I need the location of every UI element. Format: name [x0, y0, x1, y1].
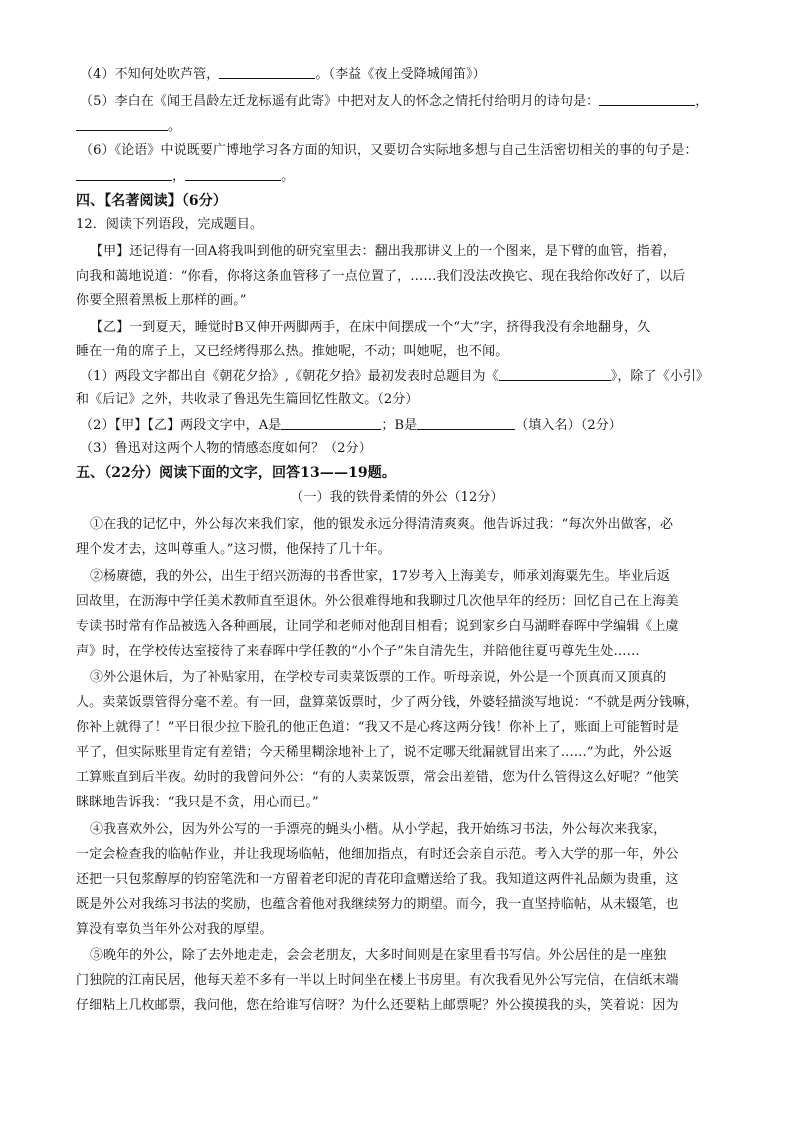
answer-blank[interactable] — [185, 168, 281, 181]
article-line: 回故里，在沥海中学任美术教师直至退休。外公很难得地和我聊过几次他早年的经历：回忆自己在上海美 — [76, 594, 679, 609]
passage-line: 【乙】一到夏天，睡觉时B又伸开两脚两手，在床中间摆成一个“大”字，挤得我没有余地翻身，久 — [90, 320, 651, 335]
article-line: ④我喜欢外公，因为外公写的一手漂亮的蝇头小楷。从小学起，我开始练习书法，外公每次来我家， — [90, 822, 667, 837]
passage-line: 睡在一角的席子上，又已经烤得那么热。推她呢，不动；叫她呢，也不闻。 — [76, 344, 509, 359]
question-line: （6）《论语》中说既要广博地学习各方面的知识，又要切合实际地多想与自己生活密切相关的事的句子是： — [80, 143, 698, 158]
article-title: （一）我的铁骨柔情的外公（12分） — [290, 490, 504, 505]
article-line: 你补上就得了！”平日很少拉下脸孔的他正色道：“我又不是心疼这两分钱！你补上了，账面上可能暂时是 — [76, 720, 679, 735]
question-line: （4）不知何处吹芦管， 。（李益《夜上受降城闻笛》） — [80, 67, 486, 82]
question-line: 和《后记》之外，共收录了鲁迅先生篇回忆性散文。（2分） — [76, 392, 419, 407]
article-line: 理个发才去，这叫尊重人。”这习惯，他保持了几十年。 — [76, 542, 391, 557]
question-line: （2）【甲】【乙】两段文字中，A是 ；B是 （填入名）（2分） — [80, 418, 622, 433]
question-line: （1）两段文字都出自《朝花夕拾》,《朝花夕拾》最初发表时总题目为《 》，除了《小引》 — [80, 369, 710, 384]
article-line: ③外公退休后，为了补贴家用，在学校专司卖菜饭票的工作。听母亲说，外公是一个顶真而又顶真的 — [90, 670, 667, 685]
article-line: 声》时，在学校传达室接待了来春晖中学任教的“小个子”朱自清先生，并陪他往夏丏尊先生处…… — [76, 644, 640, 659]
passage-line: 【甲】还记得有一回A将我叫到他的研究室里去：翻出我那讲义上的一个图来，是下臂的血管，指着， — [90, 244, 676, 259]
answer-blank[interactable] — [219, 66, 315, 79]
answer-blank[interactable] — [76, 168, 172, 181]
article-line: 平了，但实际账里肯定有差错；今天稀里糊涂地补上了，说不定哪天纰漏就冒出来了……”为此，外公返 — [76, 745, 673, 760]
article-line: 还把一只包浆醇厚的钧窑笔洗和一方留着老印泥的青花印盒赠送给了我。我知道这两件礼品颇为贵重，这 — [76, 872, 679, 887]
article-line: 一定会检查我的临帖作业，并让我现场临帖，他细加指点，有时还会亲自示范。考入大学的那一年，外公 — [76, 847, 679, 862]
question-line: ， 。 — [76, 168, 294, 185]
section-heading: 五、（22分）阅读下面的文字，回答13——19题。 — [76, 465, 396, 481]
article-line: 既是外公对我练习书法的奖励，也蕴含着他对我继续努力的期望。而今，我一直坚持临帖，从未辍笔，也 — [76, 897, 679, 912]
article-line: 眯眯地告诉我：“我只是不贪，用心而已。” — [76, 795, 319, 810]
section-heading: 四、【名著阅读】（6分） — [76, 193, 227, 209]
answer-blank[interactable] — [281, 417, 381, 430]
question-line: 。 — [76, 118, 181, 135]
article-line: 算没有辜负当年外公对我的厚望。 — [76, 922, 273, 937]
answer-blank[interactable] — [499, 368, 611, 381]
question-line: （3）鲁迅对这两个人物的情感态度如何？（2分） — [80, 441, 372, 456]
article-line: 仔细粘上几枚邮票，我问他，您在给谁写信呀？为什么还要粘上邮票呢？外公摸摸我的头，笑着说：因为 — [76, 998, 679, 1013]
article-line: ②杨赓德，我的外公，出生于绍兴沥海的书香世家，17岁考入上海美专，师承刘海粟先生。毕业后返 — [90, 569, 671, 584]
article-line: ①在我的记忆中，外公每次来我们家，他的银发永远分得清清爽爽。他告诉过我：“每次外出做客，必 — [90, 517, 674, 532]
question-line: （5）李白在《闻王昌龄左迁龙标遥有此寄》中把对友人的怀念之情托付给明月的诗句是： ， — [80, 94, 709, 109]
question-line: 12．阅读下列语段，完成题目。 — [76, 217, 264, 232]
answer-blank[interactable] — [417, 417, 515, 430]
answer-blank[interactable] — [599, 93, 695, 106]
answer-blank[interactable] — [76, 118, 168, 131]
passage-line: 你要全照着黑板上那样的画。” — [76, 293, 247, 308]
article-line: 专读书时常有作品被选入各种画展，让同学和老师对他刮目相看；说到家乡白马湖畔春晖中学编辑《上虞 — [76, 619, 679, 634]
passage-line: 向我和蔼地说道：“你看，你将这条血管移了一点位置了，……我们没法改换它、现在我给你改好了，以后 — [76, 269, 686, 284]
article-line: ⑤晚年的外公，除了去外地走走，会会老朋友，大多时间则是在家里看书写信。外公居住的是一座独 — [90, 948, 667, 963]
article-line: 门独院的江南民居，他每天差不多有一半以上时间坐在楼上书房里。有次我看见外公写完信，在信纸末端 — [76, 973, 679, 988]
article-line: 人。卖菜饭票管得分毫不差。有一回，盘算菜饭票时，少了两分钱，外婆轻描淡写地说：“不就是两分钱嘛， — [76, 695, 699, 710]
article-line: 工算账直到后半夜。幼时的我曾问外公：“有的人卖菜饭票，常会出差错，您为什么管得这么好呢？”他笑 — [76, 770, 679, 785]
